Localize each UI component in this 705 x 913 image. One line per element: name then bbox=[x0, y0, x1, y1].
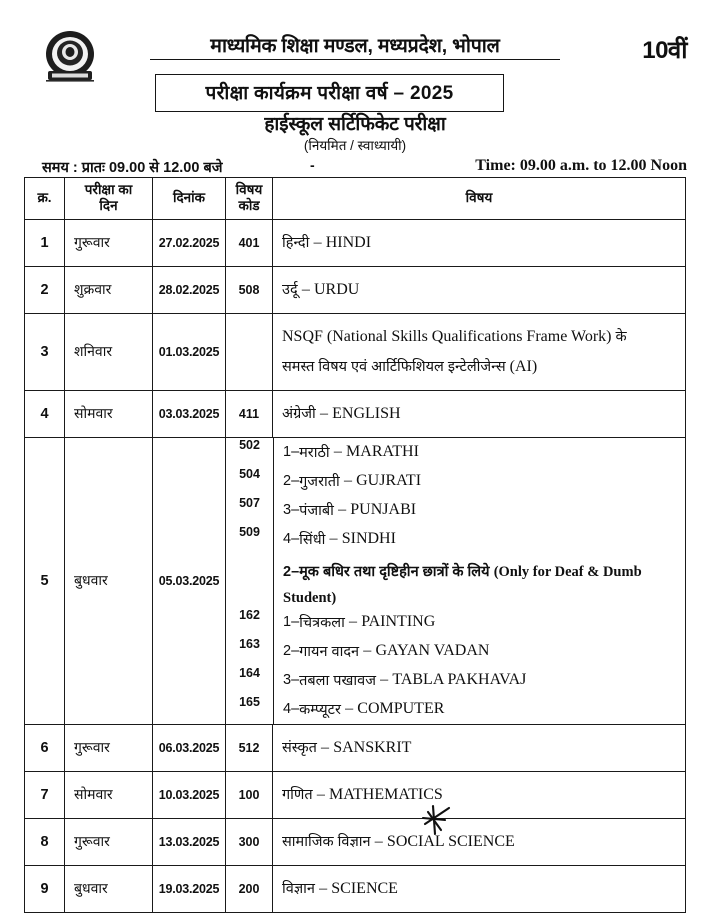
cell-date: 06.03.2025 bbox=[153, 724, 226, 771]
subject-english: HINDI bbox=[325, 233, 372, 251]
column-header-day bbox=[65, 178, 153, 220]
column-header-code bbox=[226, 178, 273, 220]
subitem-code: 165 bbox=[239, 694, 260, 709]
subject-hindi: गणित bbox=[282, 786, 313, 803]
subitem-number: 2– bbox=[283, 643, 300, 660]
cell-sno: 9 bbox=[25, 865, 65, 912]
table-row bbox=[25, 818, 686, 865]
cell-code: 401 bbox=[226, 219, 273, 266]
cell-sno: 8 bbox=[25, 818, 65, 865]
subject-english: SOCIAL SCIENCE bbox=[386, 832, 515, 850]
cell-day: बुधवार bbox=[65, 865, 153, 912]
cell-code: 411 bbox=[226, 390, 273, 437]
subject-english: SCIENCE bbox=[331, 879, 398, 897]
note-label bbox=[273, 554, 685, 608]
subitem-separator: – bbox=[363, 642, 372, 660]
cell-code: 300 bbox=[226, 818, 273, 865]
cell-sno: 7 bbox=[25, 771, 65, 818]
table-row bbox=[25, 771, 686, 818]
subitem-hindi: चित्रकला bbox=[299, 615, 345, 632]
cell-subject bbox=[273, 390, 686, 437]
subject-sublist bbox=[226, 438, 685, 724]
subitem-code: 509 bbox=[239, 524, 260, 539]
note-english: (Only for Deaf & Dumb Student) bbox=[283, 563, 642, 607]
cell-day: गुरूवार bbox=[65, 724, 153, 771]
note-hindi: 2–मूक बधिर तथा दृष्टिहीन छात्रों के लिये bbox=[283, 563, 490, 580]
column-header-day-line2: दिन bbox=[99, 197, 118, 213]
subitem-hindi: सिंधी bbox=[299, 532, 326, 549]
exam-programme-title: परीक्षा कार्यक्रम परीक्षा वर्ष – 2025 bbox=[155, 74, 504, 112]
table-header-row bbox=[25, 178, 686, 220]
subitem-number: 3– bbox=[283, 502, 300, 519]
subject-separator: – bbox=[301, 280, 310, 298]
nsqf-line1-hindi: के bbox=[615, 329, 627, 346]
subitem-separator: – bbox=[345, 700, 354, 718]
cell-sno: 1 bbox=[25, 219, 65, 266]
list-item bbox=[226, 525, 685, 554]
subitem-label bbox=[273, 467, 685, 496]
table-row bbox=[25, 266, 686, 313]
nsqf-line2-hindi: समस्त विषय एवं आर्टिफिशियल इन्टेलीजेन्स bbox=[282, 358, 506, 375]
subitem-hindi: तबला पखावज bbox=[299, 673, 376, 690]
subitem-english: PUNJABI bbox=[350, 501, 417, 519]
table-row bbox=[25, 390, 686, 437]
table-row bbox=[25, 313, 686, 390]
exam-time-english: Time: 09.00 a.m. to 12.00 Noon bbox=[475, 157, 687, 174]
note-code bbox=[226, 554, 273, 608]
list-item bbox=[226, 467, 685, 496]
column-header-sno: क्र. bbox=[25, 178, 65, 220]
list-item bbox=[226, 608, 685, 637]
cell-day: गुरूवार bbox=[65, 219, 153, 266]
cell-code bbox=[226, 313, 273, 390]
list-item bbox=[226, 438, 685, 467]
cell-day: सोमवार bbox=[65, 390, 153, 437]
cell-code: 200 bbox=[226, 865, 273, 912]
cell-subject bbox=[273, 219, 686, 266]
cell-date: 27.02.2025 bbox=[153, 219, 226, 266]
table-row bbox=[25, 724, 686, 771]
nsqf-line1-english: NSQF (National Skills Qualifications Frame Work) bbox=[282, 328, 612, 346]
subject-separator: – bbox=[316, 785, 325, 803]
subitem-english: GUJRATI bbox=[356, 472, 422, 490]
exam-mode-subheading: (नियमित / स्वाध्यायी) bbox=[303, 138, 407, 153]
subitem-number: 1– bbox=[283, 444, 300, 461]
cell-date: 03.03.2025 bbox=[153, 390, 226, 437]
exam-time-hindi: समय : प्रातः 09.00 से 12.00 बजे bbox=[42, 160, 223, 176]
table-row bbox=[25, 865, 686, 912]
subject-separator: – bbox=[319, 879, 328, 897]
cell-day: बुधवार bbox=[65, 437, 153, 724]
cell-sno: 2 bbox=[25, 266, 65, 313]
subitem-number: 3– bbox=[283, 672, 300, 689]
exam-time-row bbox=[42, 157, 687, 175]
subitem-code: 162 bbox=[239, 607, 260, 622]
cell-code: 508 bbox=[226, 266, 273, 313]
subitem-label bbox=[273, 608, 685, 637]
subject-english: MATHEMATICS bbox=[329, 785, 443, 803]
subitem-english: MARATHI bbox=[346, 443, 419, 461]
subject-separator: – bbox=[321, 738, 330, 756]
cell-subject bbox=[273, 818, 686, 865]
list-item bbox=[226, 637, 685, 666]
cell-sno: 5 bbox=[25, 437, 65, 724]
subject-hindi: संस्कृत bbox=[282, 739, 317, 756]
subitem-english: COMPUTER bbox=[357, 700, 445, 718]
subject-hindi: अंग्रेजी bbox=[282, 405, 316, 422]
subitem-hindi: कम्प्यूटर bbox=[299, 702, 341, 719]
cell-date: 10.03.2025 bbox=[153, 771, 226, 818]
column-header-code-line1: विषय bbox=[235, 182, 263, 197]
subject-english: ENGLISH bbox=[332, 404, 401, 422]
class-label: 10वीं bbox=[642, 37, 687, 64]
subitem-english: PAINTING bbox=[361, 613, 436, 631]
cell-date: 28.02.2025 bbox=[153, 266, 226, 313]
subitem-english: SINDHI bbox=[341, 530, 396, 548]
subitem-number: 4– bbox=[283, 701, 300, 718]
cell-subject bbox=[273, 865, 686, 912]
cell-code: 512 bbox=[226, 724, 273, 771]
cell-subject bbox=[273, 266, 686, 313]
subject-hindi: उर्दू bbox=[282, 281, 298, 298]
list-item bbox=[226, 695, 685, 724]
subitem-number: 2– bbox=[283, 473, 300, 490]
subitem-english: GAYAN VADAN bbox=[375, 642, 490, 660]
cell-day: शुक्रवार bbox=[65, 266, 153, 313]
subject-nsqf-line2 bbox=[282, 352, 679, 382]
subject-separator: – bbox=[319, 404, 328, 422]
subitem-separator: – bbox=[349, 613, 358, 631]
subitem-english: TABLA PAKHAVAJ bbox=[392, 671, 527, 689]
cell-subject bbox=[273, 313, 686, 390]
cell-date: 19.03.2025 bbox=[153, 865, 226, 912]
subitem-label bbox=[273, 637, 685, 666]
subitem-label bbox=[273, 496, 685, 525]
subitem-code: 163 bbox=[239, 636, 260, 651]
signature-mark-icon bbox=[415, 800, 475, 845]
subitem-number: 1– bbox=[283, 614, 300, 631]
cell-subject bbox=[273, 724, 686, 771]
cell-subject-group bbox=[226, 437, 686, 724]
cell-date: 05.03.2025 bbox=[153, 437, 226, 724]
subitem-code: 502 bbox=[239, 437, 260, 452]
nsqf-line2-english: (AI) bbox=[509, 357, 538, 375]
subitem-code: 504 bbox=[239, 466, 260, 481]
subject-english: URDU bbox=[314, 280, 360, 298]
board-name-heading: माध्यमिक शिक्षा मण्डल, मध्यप्रदेश, भोपाल bbox=[150, 34, 560, 60]
subitem-label bbox=[273, 666, 685, 695]
subitem-separator: – bbox=[380, 671, 389, 689]
cell-day: सोमवार bbox=[65, 771, 153, 818]
subitem-label bbox=[273, 438, 685, 467]
subitem-hindi: गुजराती bbox=[299, 474, 340, 491]
subitem-separator: – bbox=[338, 501, 347, 519]
cell-date: 01.03.2025 bbox=[153, 313, 226, 390]
board-seal-icon bbox=[39, 28, 101, 88]
exam-schedule-table bbox=[24, 177, 686, 913]
cell-sno: 3 bbox=[25, 313, 65, 390]
subject-hindi: हिन्दी bbox=[282, 234, 310, 251]
subitem-separator: – bbox=[333, 443, 342, 461]
cell-day: शनिवार bbox=[65, 313, 153, 390]
cell-date: 13.03.2025 bbox=[153, 818, 226, 865]
column-header-code-line2: कोड bbox=[238, 197, 260, 213]
subitem-label bbox=[273, 525, 685, 554]
list-item bbox=[226, 666, 685, 695]
subitem-number: 4– bbox=[283, 531, 300, 548]
subject-separator: – bbox=[374, 832, 383, 850]
column-header-date: दिनांक bbox=[153, 178, 226, 220]
subject-hindi: विज्ञान bbox=[282, 880, 315, 897]
subject-nsqf-line1 bbox=[282, 322, 679, 352]
column-header-day-line1: परीक्षा का bbox=[84, 182, 133, 197]
cell-day: गुरूवार bbox=[65, 818, 153, 865]
subject-english: SANSKRIT bbox=[333, 738, 412, 756]
subitem-code: 164 bbox=[239, 665, 260, 680]
subitem-separator: – bbox=[343, 472, 352, 490]
list-item-note bbox=[226, 554, 685, 608]
subitem-label bbox=[273, 695, 685, 724]
subitem-hindi: मराठी bbox=[299, 445, 330, 462]
exam-time-separator: - bbox=[310, 157, 315, 173]
subitem-separator: – bbox=[329, 530, 338, 548]
subitem-hindi: गायन वादन bbox=[299, 644, 360, 661]
subitem-hindi: पंजाबी bbox=[299, 503, 334, 520]
cell-sno: 4 bbox=[25, 390, 65, 437]
table-row bbox=[25, 219, 686, 266]
table-row bbox=[25, 437, 686, 724]
column-header-subject: विषय bbox=[273, 178, 686, 220]
subject-separator: – bbox=[313, 233, 322, 251]
cell-subject bbox=[273, 771, 686, 818]
subitem-code: 507 bbox=[239, 495, 260, 510]
cell-code: 100 bbox=[226, 771, 273, 818]
list-item bbox=[226, 496, 685, 525]
subject-hindi: सामाजिक विज्ञान bbox=[282, 833, 371, 850]
exam-type-heading: हाईस्कूल सर्टिफिकेट परीक्षा bbox=[264, 114, 446, 135]
cell-sno: 6 bbox=[25, 724, 65, 771]
